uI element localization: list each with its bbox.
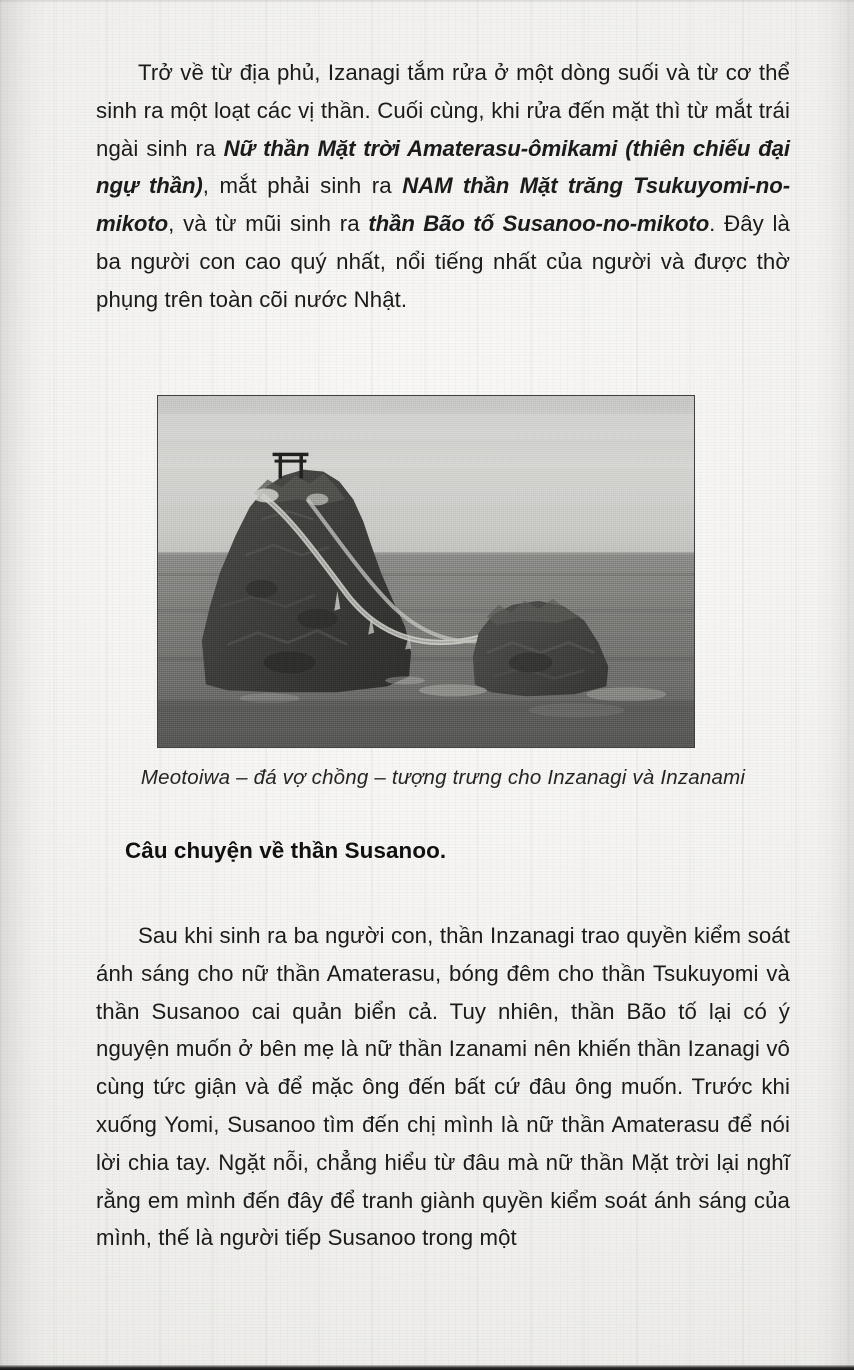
photo-illustration xyxy=(158,396,694,747)
emphasized-deity-name: Nữ thần Mặt trời Amaterasu-ômikami (thiên chiếu đại ngự thần) xyxy=(96,135,790,199)
scan-bottom-edge xyxy=(0,1365,854,1370)
scan-top-edge xyxy=(0,0,854,3)
section-heading-susanoo: Câu chuyện về thần Susanoo. xyxy=(125,838,447,863)
paragraph-two: Sau khi sinh ra ba người con, thần Inzanagi trao quyền kiểm soát ánh sáng cho nữ thần Amaterasu, bóng đêm cho thần Tsukuyomi và thần Susanoo cai quản biển cả. Tuy nhiên, thần Bão tố lại có ý nguyện muốn ở bên mẹ là nữ thần Izanami nên khiến thần Izanagi vô cùng tức giận và để mặc ông đến bất cứ đâu ông muốn. Trước khi xuống Yomi, Susanoo tìm đến chị mình là nữ thần Amaterasu để nói lời chia tay. Ngặt nỗi, chẳng hiểu từ đâu mà nữ thần Mặt trời lại nghĩ rằng em mình đến đây để tranh giành quyền kiểm soát ánh sáng của mình, thế là người tiếp Susanoo trong một xyxy=(96,923,790,1251)
paragraph-two-container xyxy=(96,917,790,1257)
scan-right-gutter-shadow xyxy=(814,0,854,1370)
photograph-meotoiwa xyxy=(157,395,695,748)
emphasized-deity-name: thần Bão tố Susanoo-no-mikoto xyxy=(368,211,710,237)
paragraph-one: Trở về từ địa phủ, Izanagi tắm rửa ở một dòng suối và từ cơ thể sinh ra một loạt các vị thần. Cuối cùng, khi rửa đến mặt thì từ mắt trái ngài sinh ra Nữ thần Mặt trời Amaterasu-ômikami (thiên chiếu đại ngự thần), mắt phải sinh ra NAM thần Mặt trăng Tsukuyomi-no-mikoto, và từ mũi sinh ra thần Bão tố Susanoo-no-mikoto. Đây là ba người con cao quý nhất, nổi tiếng nhất của người và được thờ phụng trên toàn cõi nước Nhật. xyxy=(96,60,790,312)
scan-left-gutter-shadow xyxy=(0,0,46,1370)
paragraph-one-container xyxy=(96,54,790,319)
figure-caption: Meotoiwa – đá vợ chồng – tượng trưng cho Inzanagi và Inzanami xyxy=(140,766,746,789)
emphasized-deity-name: NAM thần Mặt trăng Tsukuyomi-no-mikoto xyxy=(96,173,790,237)
figure-meotoiwa xyxy=(157,395,695,748)
